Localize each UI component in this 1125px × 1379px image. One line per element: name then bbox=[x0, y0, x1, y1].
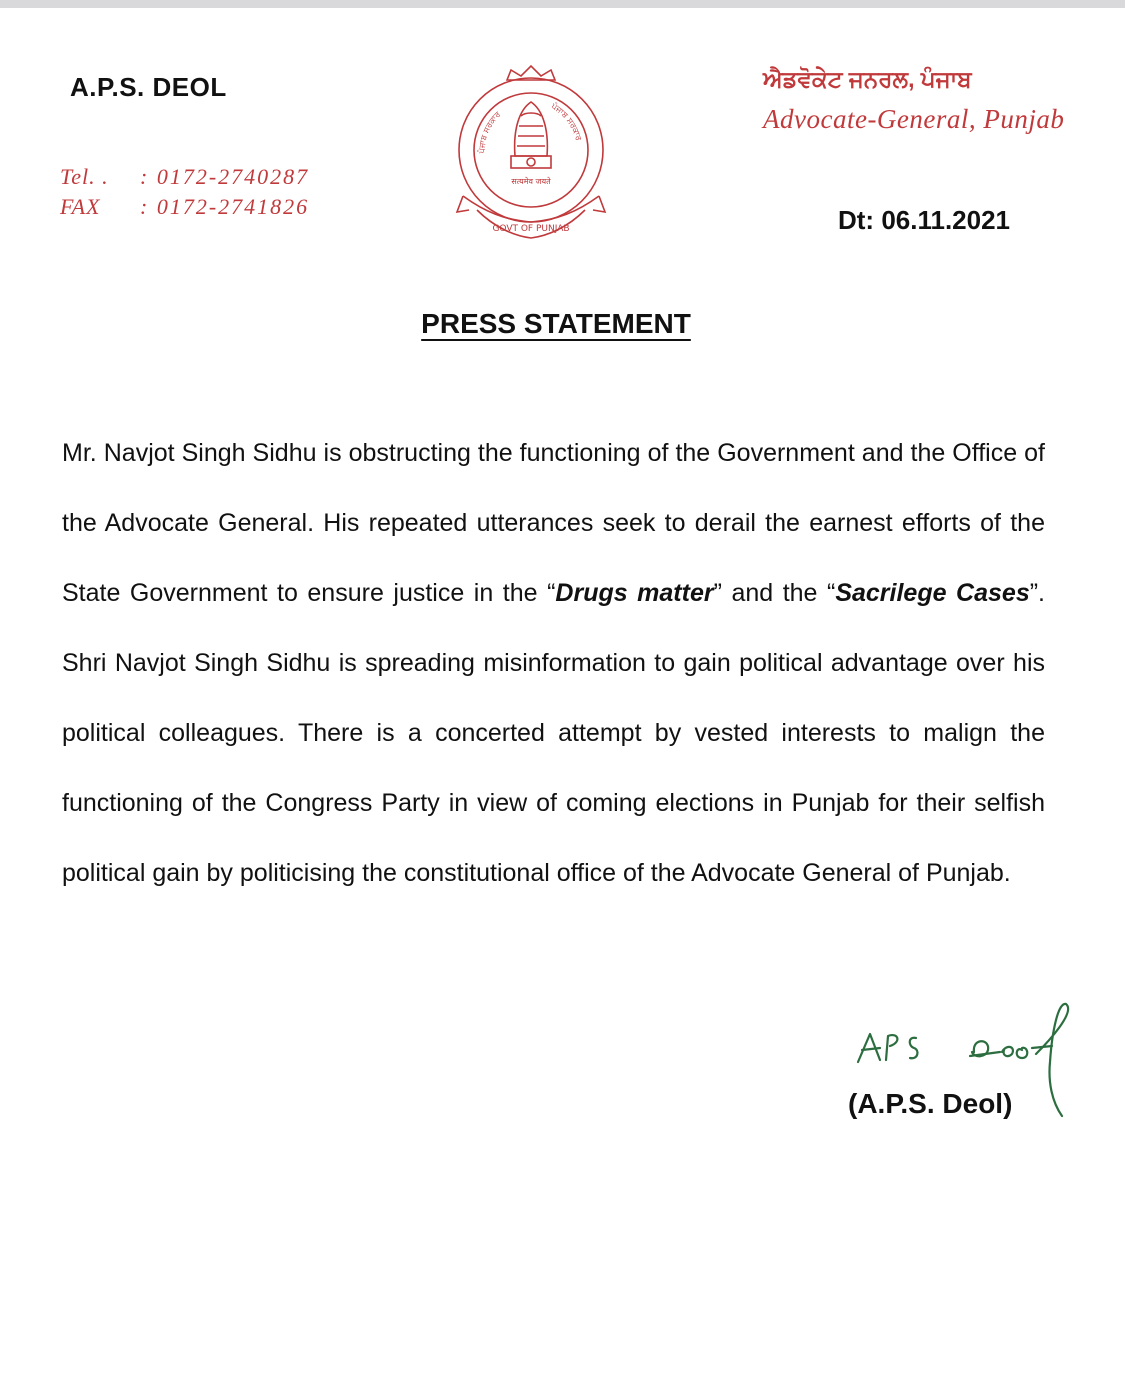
emblem-ring-left: ਪੰਜਾਬ ਸਰਕਾਰ bbox=[477, 109, 503, 154]
emblem-scroll-text: GOVT OF PUNJAB bbox=[492, 224, 570, 234]
drugs-matter-emphasis: Drugs matter bbox=[555, 579, 714, 607]
signatory-name: (A.P.S. Deol) bbox=[848, 1088, 1013, 1119]
tel-number: : 0172-2740287 bbox=[140, 164, 310, 189]
fax-line bbox=[60, 192, 309, 222]
emblem-motto: सत्यमेव जयते bbox=[511, 177, 551, 186]
statement-text-3: ”. Shri Navjot Singh Sidhu is spreading misinformation to gain political advantage over his political colleagues. There is a concerted attempt by vested interests to malign the functioning of the Congress Party in view of coming elections in Punjab for their selfish political gain by politicising the constitutional office of the Advocate General of Punjab. bbox=[62, 579, 1045, 887]
page-title: PRESS STATEMENT bbox=[421, 308, 691, 339]
fax-number: : 0172-2741826 bbox=[140, 194, 310, 219]
office-title-punjabi: ਐਡਵੋਕੇਟ ਜਨਰਲ, ਪੰਜਾਬ bbox=[763, 66, 972, 92]
tel-line bbox=[60, 162, 309, 192]
letterhead-name: A.P.S. DEOL bbox=[70, 72, 227, 102]
emblem-ring-right: ਪੰਜਾਬ ਸਰਕਾਰ bbox=[549, 101, 584, 142]
office-title: Advocate-General, Punjab bbox=[763, 104, 1065, 134]
statement-body bbox=[62, 418, 1045, 908]
contact-block bbox=[60, 162, 309, 222]
statement-text-1: Mr. Navjot Singh Sidhu is obstructing the functioning of the Government and the Office of the Advocate General. His repeated utterances seek to derail the earnest efforts of the State Government to ensure justice in the “ bbox=[62, 439, 1045, 607]
document-date: Dt: 06.11.2021 bbox=[838, 205, 1011, 235]
top-border bbox=[0, 0, 1125, 8]
svg-text:ਪੰਜਾਬ ਸਰਕਾਰ bbox=[549, 100, 584, 142]
punjab-emblem-icon bbox=[455, 60, 607, 242]
statement-text-2: ” and the “ bbox=[713, 579, 836, 607]
sacrilege-cases-emphasis: Sacrilege Cases bbox=[835, 579, 1030, 607]
tel-label: Tel. . bbox=[60, 164, 109, 189]
svg-text:ਪੰਜਾਬ ਸਰਕਾਰ bbox=[476, 109, 503, 154]
fax-label: FAX bbox=[60, 194, 101, 219]
